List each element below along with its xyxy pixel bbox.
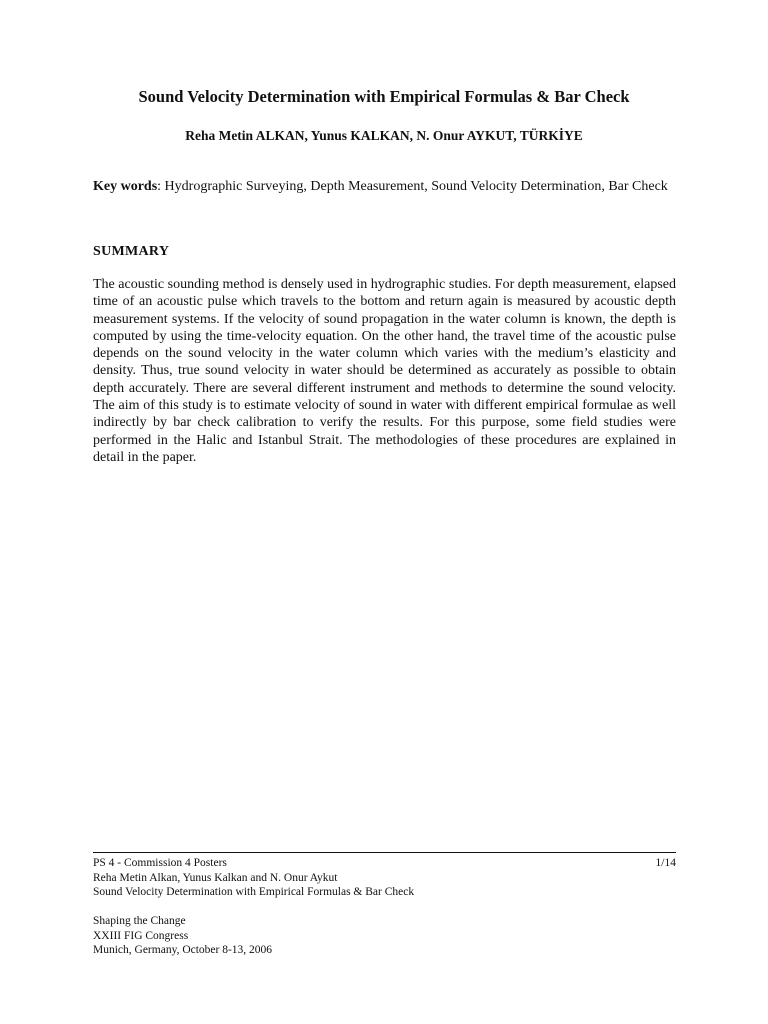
- summary-body: The acoustic sounding method is densely used in hydrographic studies. For depth measurement, elapsed time of an acoustic pulse which travels to the bottom and return again is measured by acoustic depth measurement systems. If the velocity of sound propagation in the water column is known, the depth is computed by using the time-velocity equation. On the other hand, the travel time of the acoustic pulse depends on the sound velocity in the water column which varies with the medium’s elasticity and density. Thus, true sound velocity in water should be determined as accurately as possible to obtain depth accurately. There are several different instrument and methods to determine the sound velocity. The aim of this study is to estimate velocity of sound in water with different empirical formulae as well indirectly by bar check calibration to verify the results. For this purpose, some field studies were performed in the Halic and Istanbul Strait. The methodologies of these procedures are explained in detail in the paper.: [93, 277, 676, 465]
- footer-location-date: Munich, Germany, October 8-13, 2006: [93, 944, 273, 956]
- paper-authors: Reha Metin ALKAN, Yunus KALKAN, N. Onur AYKUT, TÜRKİYE: [185, 128, 583, 143]
- footer-congress: XXIII FIG Congress: [93, 929, 189, 942]
- footer-authors: Reha Metin Alkan, Yunus Kalkan and N. Onur Aykut: [93, 871, 338, 884]
- keywords-label: Key words: [93, 179, 158, 194]
- footer-session-row: [93, 856, 676, 871]
- footer-divider: [93, 852, 676, 853]
- paper-title: Sound Velocity Determination with Empirical Formulas & Bar Check: [138, 87, 630, 106]
- summary-heading: SUMMARY: [93, 244, 170, 259]
- keywords-text: : Hydrographic Surveying, Depth Measurement, Sound Velocity Determination, Bar Check: [157, 179, 668, 194]
- keywords-paragraph: [93, 178, 678, 195]
- footer-theme: Shaping the Change: [93, 915, 186, 927]
- footer-session: PS 4 - Commission 4 Posters: [93, 857, 227, 869]
- page-footer: [93, 856, 676, 958]
- footer-page-number: 1/14: [655, 857, 676, 869]
- footer-title: Sound Velocity Determination with Empirical Formulas & Bar Check: [93, 886, 415, 898]
- footer-spacer: [93, 900, 676, 915]
